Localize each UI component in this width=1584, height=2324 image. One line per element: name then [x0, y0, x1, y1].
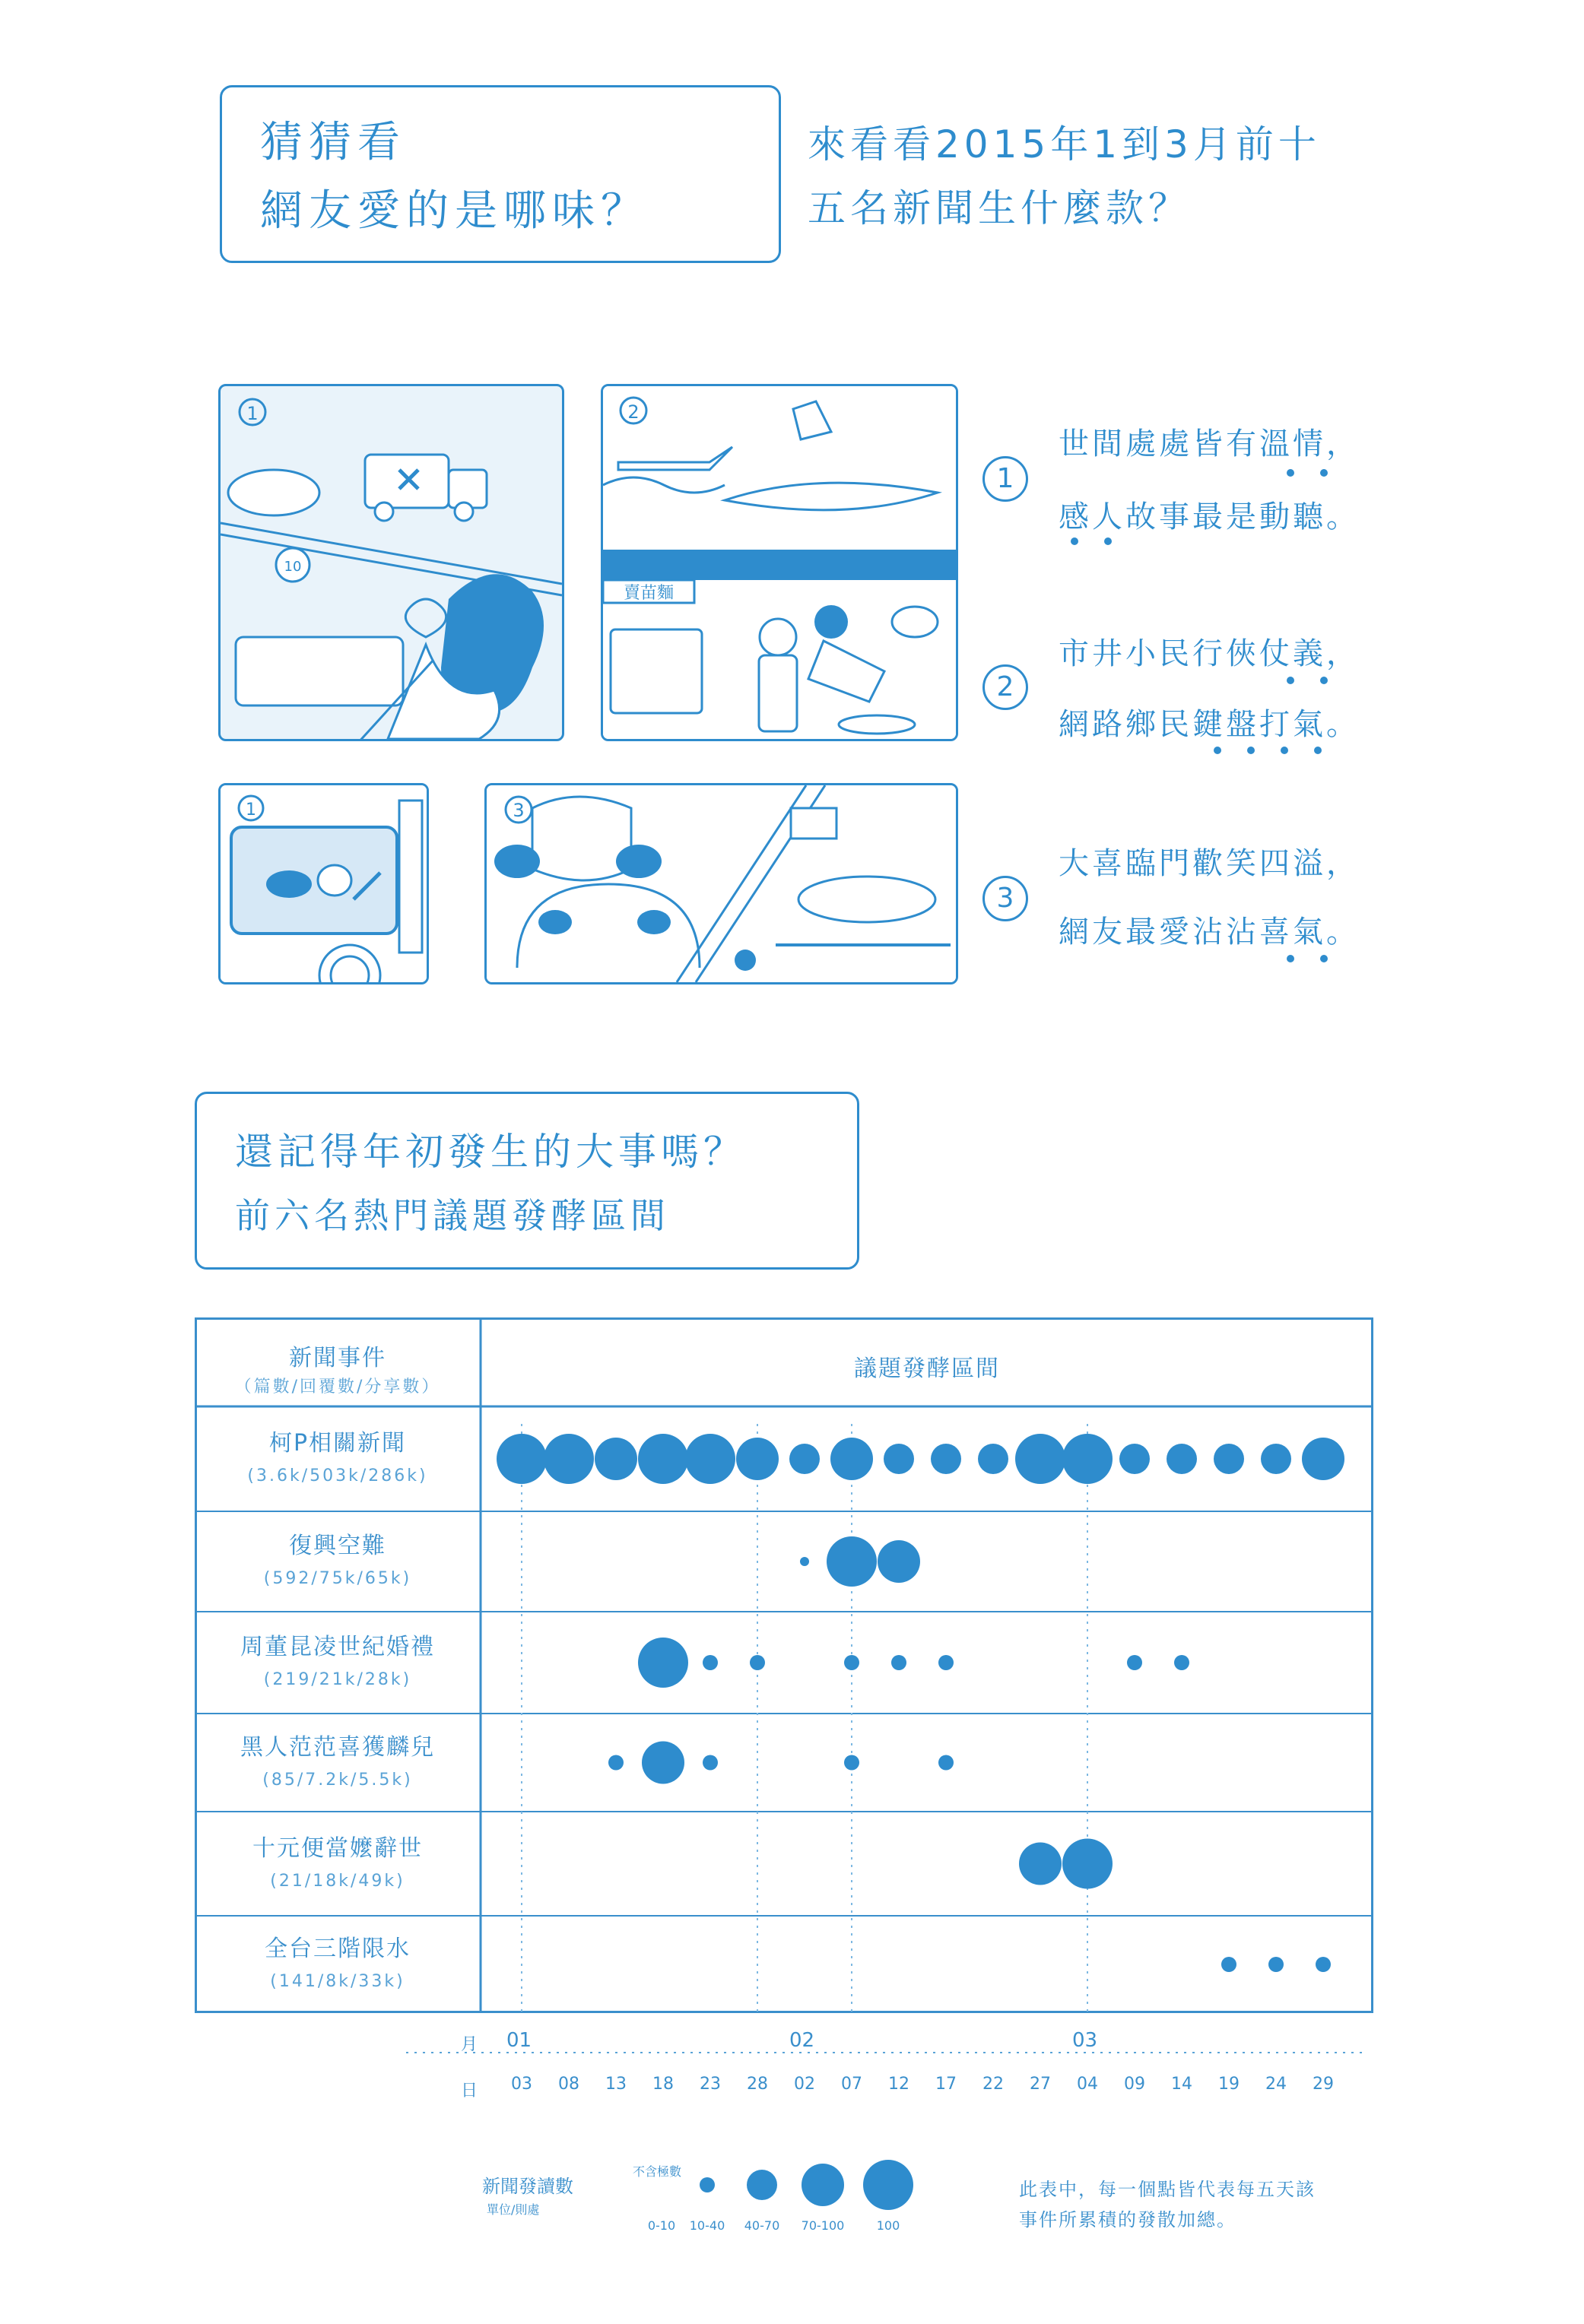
x-tick-day: 29: [1313, 2075, 1334, 2094]
x-tick-day: 28: [747, 2075, 768, 2094]
section1-subtitle-line1: 來看看2015年1到3月前十: [808, 122, 1321, 166]
legend-size-circle: [747, 2170, 777, 2200]
bubble-point: [938, 1655, 954, 1670]
bubble-point: [703, 1755, 718, 1771]
bubble-point: [703, 1655, 718, 1670]
caption-3-line2: 網友最愛沾沾喜氣。: [1059, 915, 1360, 950]
illustration-panel-3: [218, 783, 429, 984]
bubble-point: [789, 1444, 820, 1474]
bubble-point: [1119, 1444, 1150, 1474]
bubble-point: [1174, 1655, 1189, 1670]
event-name: 黑人范范喜獲麟兒: [240, 1733, 435, 1761]
legend-size-circle: [700, 2177, 715, 2192]
event-stats: (21/18k/49k): [270, 1871, 405, 1891]
emphasis-dot: [1320, 955, 1328, 962]
bubble-point: [800, 1557, 809, 1566]
svg-text:3: 3: [513, 800, 525, 821]
x-tick-day: 12: [888, 2075, 909, 2094]
bubble-point: [844, 1655, 859, 1670]
section2-title: 還記得年初發生的大事嗎？: [235, 1130, 746, 1174]
x-tick-day: 22: [982, 2075, 1004, 2094]
event-stats: (592/75k/65k): [263, 1569, 412, 1588]
emphasis-dot: [1287, 677, 1294, 684]
legend-title: 新聞發讀數: [482, 2176, 573, 2197]
illustration-panel-1: [218, 384, 564, 741]
bubble-point: [1214, 1444, 1244, 1474]
chart-plot: [195, 1317, 1373, 2013]
legend-exclude-label: 不含極數: [633, 2164, 682, 2179]
emphasis-dot: [1281, 747, 1288, 754]
svg-text:賣苗麵: 賣苗麵: [623, 584, 675, 603]
legend-range-label: 40-70: [744, 2218, 780, 2233]
x-tick-day: 07: [841, 2075, 862, 2094]
bubble-point: [736, 1438, 779, 1480]
event-stats: (85/7.2k/5.5k): [262, 1770, 413, 1790]
x-tick-day: 18: [652, 2075, 674, 2094]
bubble-point: [1015, 1434, 1065, 1484]
bubble-point: [1062, 1434, 1113, 1484]
illustration-panel-4: [484, 783, 958, 984]
x-tick-day: 24: [1265, 2075, 1287, 2094]
caption-1-line1: 世間處處皆有溫情，: [1059, 426, 1360, 461]
emphasis-dot: [1247, 747, 1255, 754]
emphasis-dot: [1287, 469, 1294, 477]
event-name: 全台三階限水: [265, 1936, 411, 1962]
emphasis-dot: [1320, 469, 1328, 477]
legend-range-label: 70-100: [801, 2218, 845, 2233]
axis-month-label: 月: [461, 2035, 478, 2054]
x-tick-day: 23: [700, 2075, 721, 2094]
x-tick-day: 09: [1124, 2075, 1145, 2094]
caption-2-number: 2: [982, 664, 1028, 710]
bubble-point: [978, 1444, 1008, 1474]
bubble-point: [638, 1434, 688, 1484]
caption-1-number: 1: [982, 456, 1028, 502]
caption-3-line1: 大喜臨門歡笑四溢，: [1059, 846, 1360, 881]
section1-title-line1: 猜猜看: [260, 118, 406, 167]
emphasis-dot: [1287, 955, 1294, 962]
x-tick-month: 03: [1072, 2029, 1098, 2052]
bubble-point: [1019, 1843, 1062, 1885]
x-tick-day: 08: [558, 2075, 579, 2094]
illustration-4-drawing: [487, 785, 956, 982]
caption-2-line2: 網路鄉民鍵盤打氣。: [1059, 707, 1360, 742]
legend-note-line2: 事件所累積的發散加總。: [1019, 2209, 1236, 2230]
axis-day-label: 日: [461, 2081, 478, 2100]
section1-title-box: [220, 85, 781, 263]
bubble-point: [931, 1444, 961, 1474]
bubble-point: [595, 1438, 637, 1480]
caption-1-line2: 感人故事最是動聽。: [1059, 499, 1360, 534]
bubble-point: [1167, 1444, 1197, 1474]
section1-subtitle-line2: 五名新聞生什麼款？: [808, 186, 1191, 230]
bubble-point: [1127, 1655, 1142, 1670]
section1-title-line2: 網友愛的是哪味？: [260, 186, 649, 236]
emphasis-dot: [1314, 747, 1322, 754]
bubble-point: [638, 1638, 688, 1688]
bubble-point: [891, 1655, 906, 1670]
x-tick-month: 01: [506, 2029, 532, 2052]
legend-size-circle: [863, 2160, 913, 2210]
bubble-point: [1062, 1839, 1113, 1889]
emphasis-dot: [1104, 537, 1112, 545]
x-tick-day: 02: [794, 2075, 815, 2094]
chart-x-axis: [195, 2015, 1373, 2136]
x-tick-day: 17: [935, 2075, 957, 2094]
caption-2-line1: 市井小民行俠仗義，: [1059, 636, 1360, 671]
size-legend: [479, 2141, 1376, 2240]
bubble-point: [544, 1434, 594, 1484]
illustration-2-drawing: [603, 386, 956, 739]
illustration-1-drawing: [221, 386, 562, 739]
bubble-point: [1316, 1957, 1331, 1972]
bubble-point: [1221, 1957, 1236, 1972]
bubble-point: [1268, 1957, 1284, 1972]
section2-subtitle: 前六名熱門議題發酵區間: [235, 1195, 670, 1236]
bubble-point: [497, 1434, 547, 1484]
bubble-point: [608, 1755, 624, 1771]
caption-3-number: 3: [982, 876, 1028, 921]
bubble-point: [750, 1655, 765, 1670]
illustration-panel-2: [601, 384, 958, 741]
x-tick-day: 03: [511, 2075, 532, 2094]
x-tick-day: 13: [605, 2075, 627, 2094]
chart-table: [195, 1317, 1373, 2013]
x-tick-day: 27: [1030, 2075, 1051, 2094]
bubble-point: [1261, 1444, 1291, 1474]
bubble-point: [1302, 1438, 1344, 1480]
event-name: 十元便當嬤辭世: [252, 1834, 423, 1862]
bubble-point: [827, 1536, 877, 1587]
emphasis-dot: [1071, 537, 1078, 545]
svg-text:10: 10: [284, 559, 302, 575]
bubble-point: [685, 1434, 735, 1484]
section2-title-box: [195, 1092, 859, 1270]
bubble-point: [642, 1742, 684, 1784]
svg-text:2: 2: [627, 401, 640, 423]
emphasis-dot: [1214, 747, 1221, 754]
legend-range-label: 0-10: [647, 2218, 676, 2233]
event-name: 周董昆凌世紀婚禮: [240, 1634, 435, 1660]
x-tick-day: 04: [1077, 2075, 1098, 2094]
table-header-event-sub: （篇數/回覆數/分享數）: [234, 1378, 441, 1397]
table-header-event: 新聞事件: [289, 1345, 386, 1371]
x-tick-day: 14: [1171, 2075, 1192, 2094]
emphasis-dot: [1320, 677, 1328, 684]
svg-text:1: 1: [246, 403, 259, 424]
table-header-interval: 議題發酵區間: [854, 1355, 1000, 1382]
bubble-point: [884, 1444, 914, 1474]
x-tick-day: 19: [1218, 2075, 1240, 2094]
bubble-point: [844, 1755, 859, 1771]
event-stats: (219/21k/28k): [263, 1670, 412, 1689]
bubble-point: [878, 1540, 920, 1583]
legend-range-label: 100: [876, 2218, 900, 2233]
bubble-point: [830, 1438, 873, 1480]
event-name: 柯P相關新聞: [268, 1430, 407, 1457]
x-tick-month: 02: [789, 2029, 815, 2052]
legend-note-line1: 此表中，每一個點皆代表每五天該: [1019, 2179, 1316, 2200]
event-stats: (3.6k/503k/286k): [247, 1466, 428, 1485]
event-stats: (141/8k/33k): [270, 1972, 405, 1991]
bubble-point: [938, 1755, 954, 1771]
legend-range-label: 10-40: [689, 2218, 725, 2233]
legend-size-circle: [802, 2164, 844, 2206]
legend-unit: 單位/則處: [487, 2202, 540, 2217]
event-name: 復興空難: [289, 1533, 386, 1559]
svg-text:1: 1: [246, 801, 256, 820]
illustration-3-drawing: [221, 785, 427, 982]
